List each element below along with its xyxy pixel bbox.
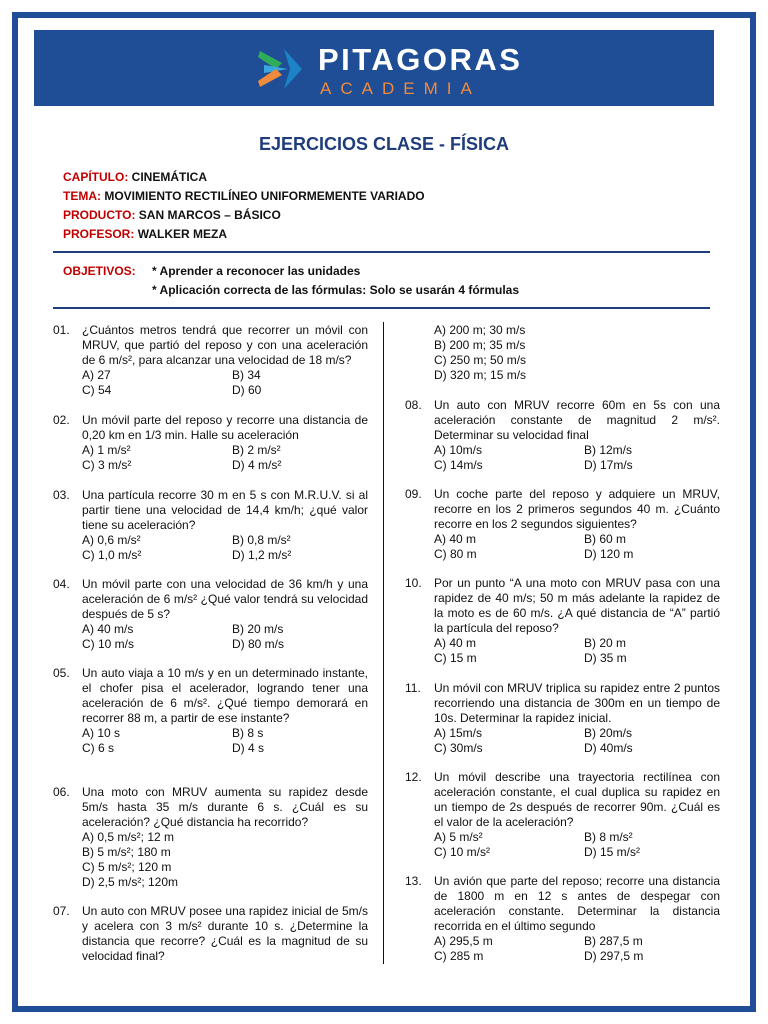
answer-options xyxy=(82,726,368,756)
question-continued xyxy=(405,323,720,383)
question-text: Una partícula recorre 30 m en 5 s con M.R.U.V. si al partir tiene una velocidad de 14,4 km/h; ¿qué valor tiene su aceleración? xyxy=(82,488,368,532)
answer-option: D) 80 m/s xyxy=(232,637,285,651)
question-13 xyxy=(405,874,720,964)
answer-option: B) 287,5 m xyxy=(584,934,643,948)
answer-option: D) 4 s xyxy=(232,741,265,755)
question-12 xyxy=(405,770,720,860)
question-10 xyxy=(405,576,720,666)
answer-option: C) 30m/s xyxy=(434,741,483,755)
answer-option: C) 3 m/s² xyxy=(82,458,132,472)
answer-option: D) 15 m/s² xyxy=(584,845,641,859)
answer-option: B) 20 m/s xyxy=(232,622,284,636)
answer-option: C) 5 m/s²; 120 m xyxy=(82,860,172,874)
question-number: 03. xyxy=(53,488,70,502)
question-text: Un móvil parte con una velocidad de 36 km/h y una aceleración de 6 m/s² ¿Qué valor tendrá su velocidad después de 5 s? xyxy=(82,577,368,621)
question-06 xyxy=(53,785,368,890)
answer-option: B) 8 m/s² xyxy=(584,830,633,844)
objectives-label: OBJETIVOS: xyxy=(63,264,136,278)
answer-option: D) 2,5 m/s²; 120m xyxy=(82,875,179,889)
question-text: Un auto con MRUV posee una rapidez inicial de 5m/s y acelera con 3 m/s² durante 10 s. ¿Determine la distancia que recorre? ¿Cuál es la magnitud de su velocidad final? xyxy=(82,904,368,963)
answer-option: C) 10 m/s² xyxy=(434,845,491,859)
question-text: Un auto viaja a 10 m/s y en un determinado instante, el chofer pisa el acelerador, logrando tener una aceleración de 6 m/s². ¿Qué tiempo demorará en recorrer 88 m, a partir de ese instante? xyxy=(82,666,368,725)
question-number: 09. xyxy=(405,487,422,501)
answer-options xyxy=(434,726,720,756)
question-02 xyxy=(53,413,368,473)
question-text: Un coche parte del reposo y adquiere un MRUV, recorre en los 2 primeros segundos 40 m. ¿Cuánto recorre en los 2 segundos siguientes? xyxy=(434,487,720,531)
question-05 xyxy=(53,666,368,756)
answer-options xyxy=(82,830,368,890)
question-11 xyxy=(405,681,720,756)
answer-option: C) 14m/s xyxy=(434,458,483,472)
answer-option: C) 10 m/s xyxy=(82,637,135,651)
question-number: 01. xyxy=(53,323,70,337)
answer-option: A) 10 s xyxy=(82,726,121,740)
answer-option: A) 27 xyxy=(82,368,111,382)
answer-option: B) 20m/s xyxy=(584,726,633,740)
answer-option: C) 15 m xyxy=(434,651,477,665)
objective-2: * Aplicación correcta de las fórmulas: Solo se usarán 4 fórmulas xyxy=(152,283,520,297)
question-text: Un auto con MRUV recorre 60m en 5s con una aceleración constante de magnitud 2 m/s². Determinar su velocidad final xyxy=(434,398,720,442)
question-number: 05. xyxy=(53,666,70,680)
meta-teacher: PROFESOR: WALKER MEZA xyxy=(63,227,228,241)
answer-option: C) 1,0 m/s² xyxy=(82,548,142,562)
question-text: Un avión que parte del reposo; recorre una distancia de 1800 m en 12 s antes de despegar con aceleración constante. Determinar la distancia recorrida en el último segundo xyxy=(434,874,720,933)
answer-option: B) 200 m; 35 m/s xyxy=(434,338,526,352)
answer-option: D) 297,5 m xyxy=(584,949,644,963)
answer-options xyxy=(434,830,720,860)
answer-option: B) 34 xyxy=(232,368,261,382)
question-number: 04. xyxy=(53,577,70,591)
divider-top xyxy=(53,251,710,253)
answer-options xyxy=(434,532,720,562)
divider-bottom xyxy=(53,307,710,309)
question-text: Un móvil describe una trayectoria rectilínea con aceleración constante, el cual duplica su rapidez en un tiempo de 2s después de recorrer 90m. ¿Cuál es el valor de la aceleración? xyxy=(434,770,720,829)
question-01 xyxy=(53,323,368,398)
brand-name: PITAGORAS xyxy=(318,42,523,77)
answer-option: C) 285 m xyxy=(434,949,484,963)
answer-option: A) 15m/s xyxy=(434,726,483,740)
answer-option: C) 6 s xyxy=(82,741,115,755)
question-text: Un móvil con MRUV triplica su rapidez entre 2 puntos recorriendo una distancia de 300m en un tiempo de 10s. Determinar la rapidez inicial. xyxy=(434,681,720,725)
answer-option: C) 54 xyxy=(82,383,112,397)
answer-options xyxy=(82,368,368,398)
answer-option: A) 1 m/s² xyxy=(82,443,131,457)
meta-product: PRODUCTO: SAN MARCOS – BÁSICO xyxy=(63,208,281,222)
question-07 xyxy=(53,904,368,964)
answer-option: B) 5 m/s²; 180 m xyxy=(82,845,171,859)
answer-option: B) 8 s xyxy=(232,726,264,740)
answer-option: D) 17m/s xyxy=(584,458,633,472)
answer-options xyxy=(434,934,720,964)
answer-options xyxy=(82,533,368,563)
answer-option: B) 60 m xyxy=(584,532,627,546)
question-text: Una moto con MRUV aumenta su rapidez desde 5m/s hasta 35 m/s durante 6 s. ¿Cuál es su aceleración? ¿Qué distancia ha recorrido? xyxy=(82,785,368,829)
answer-option: A) 5 m/s² xyxy=(434,830,483,844)
question-text: Por un punto “A una moto con MRUV pasa con una rapidez de 40 m/s; 50 m más adelante la rapidez de la moto es de 60 m/s. ¿A qué distancia de “A” partió la partícula del reposo? xyxy=(434,576,720,635)
answer-options xyxy=(82,443,368,473)
column-divider xyxy=(383,322,384,964)
answer-option: A) 40 m/s xyxy=(82,622,134,636)
brand-subtitle: ACADEMIA xyxy=(320,79,481,98)
answer-option: D) 60 xyxy=(232,383,262,397)
question-text: ¿Cuántos metros tendrá que recorrer un móvil con MRUV, que partió del reposo y con una aceleración de 6 m/s², para alcanzar una velocidad de 18 m/s? xyxy=(82,323,368,367)
answer-option: C) 250 m; 50 m/s xyxy=(434,353,527,367)
answer-option: B) 20 m xyxy=(584,636,627,650)
answer-options xyxy=(82,622,368,652)
answer-option: D) 40m/s xyxy=(584,741,633,755)
question-08 xyxy=(405,398,720,473)
answer-option: A) 295,5 m xyxy=(434,934,493,948)
answer-option: D) 1,2 m/s² xyxy=(232,548,292,562)
answer-option: B) 0,8 m/s² xyxy=(232,533,291,547)
answer-option: D) 35 m xyxy=(584,651,627,665)
answer-option: A) 200 m; 30 m/s xyxy=(434,323,526,337)
objective-1: * Aprender a reconocer las unidades xyxy=(152,264,361,278)
answer-option: A) 40 m xyxy=(434,636,477,650)
question-text: Un móvil parte del reposo y recorre una distancia de 0,20 km en 1/3 min. Halle su aceleración xyxy=(82,413,368,442)
answer-option: B) 12m/s xyxy=(584,443,633,457)
document-title: EJERCICIOS CLASE - FÍSICA xyxy=(258,134,510,154)
answer-options xyxy=(434,323,720,383)
answer-option: A) 10m/s xyxy=(434,443,483,457)
answer-option: C) 80 m xyxy=(434,547,477,561)
question-number: 11. xyxy=(405,681,421,695)
answer-option: A) 0,5 m/s²; 12 m xyxy=(82,830,175,844)
question-04 xyxy=(53,577,368,652)
answer-options xyxy=(434,636,720,666)
header-banner xyxy=(34,30,714,106)
question-number: 02. xyxy=(53,413,70,427)
question-number: 08. xyxy=(405,398,422,412)
question-number: 07. xyxy=(53,904,70,918)
answer-options xyxy=(434,443,720,473)
question-03 xyxy=(53,488,368,563)
question-09 xyxy=(405,487,720,562)
question-number: 10. xyxy=(405,576,422,590)
answer-option: A) 0,6 m/s² xyxy=(82,533,141,547)
question-number: 06. xyxy=(53,785,70,799)
question-number: 13. xyxy=(405,874,422,888)
question-number: 12. xyxy=(405,770,422,784)
answer-option: D) 4 m/s² xyxy=(232,458,282,472)
meta-chapter: CAPÍTULO: CINEMÁTICA xyxy=(63,170,207,184)
answer-option: B) 2 m/s² xyxy=(232,443,281,457)
answer-option: D) 320 m; 15 m/s xyxy=(434,368,527,382)
meta-topic: TEMA: MOVIMIENTO RECTILÍNEO UNIFORMEMENTE VARIADO xyxy=(63,189,425,203)
pitagoras-logo-icon xyxy=(254,43,306,95)
answer-option: A) 40 m xyxy=(434,532,477,546)
answer-option: D) 120 m xyxy=(584,547,634,561)
